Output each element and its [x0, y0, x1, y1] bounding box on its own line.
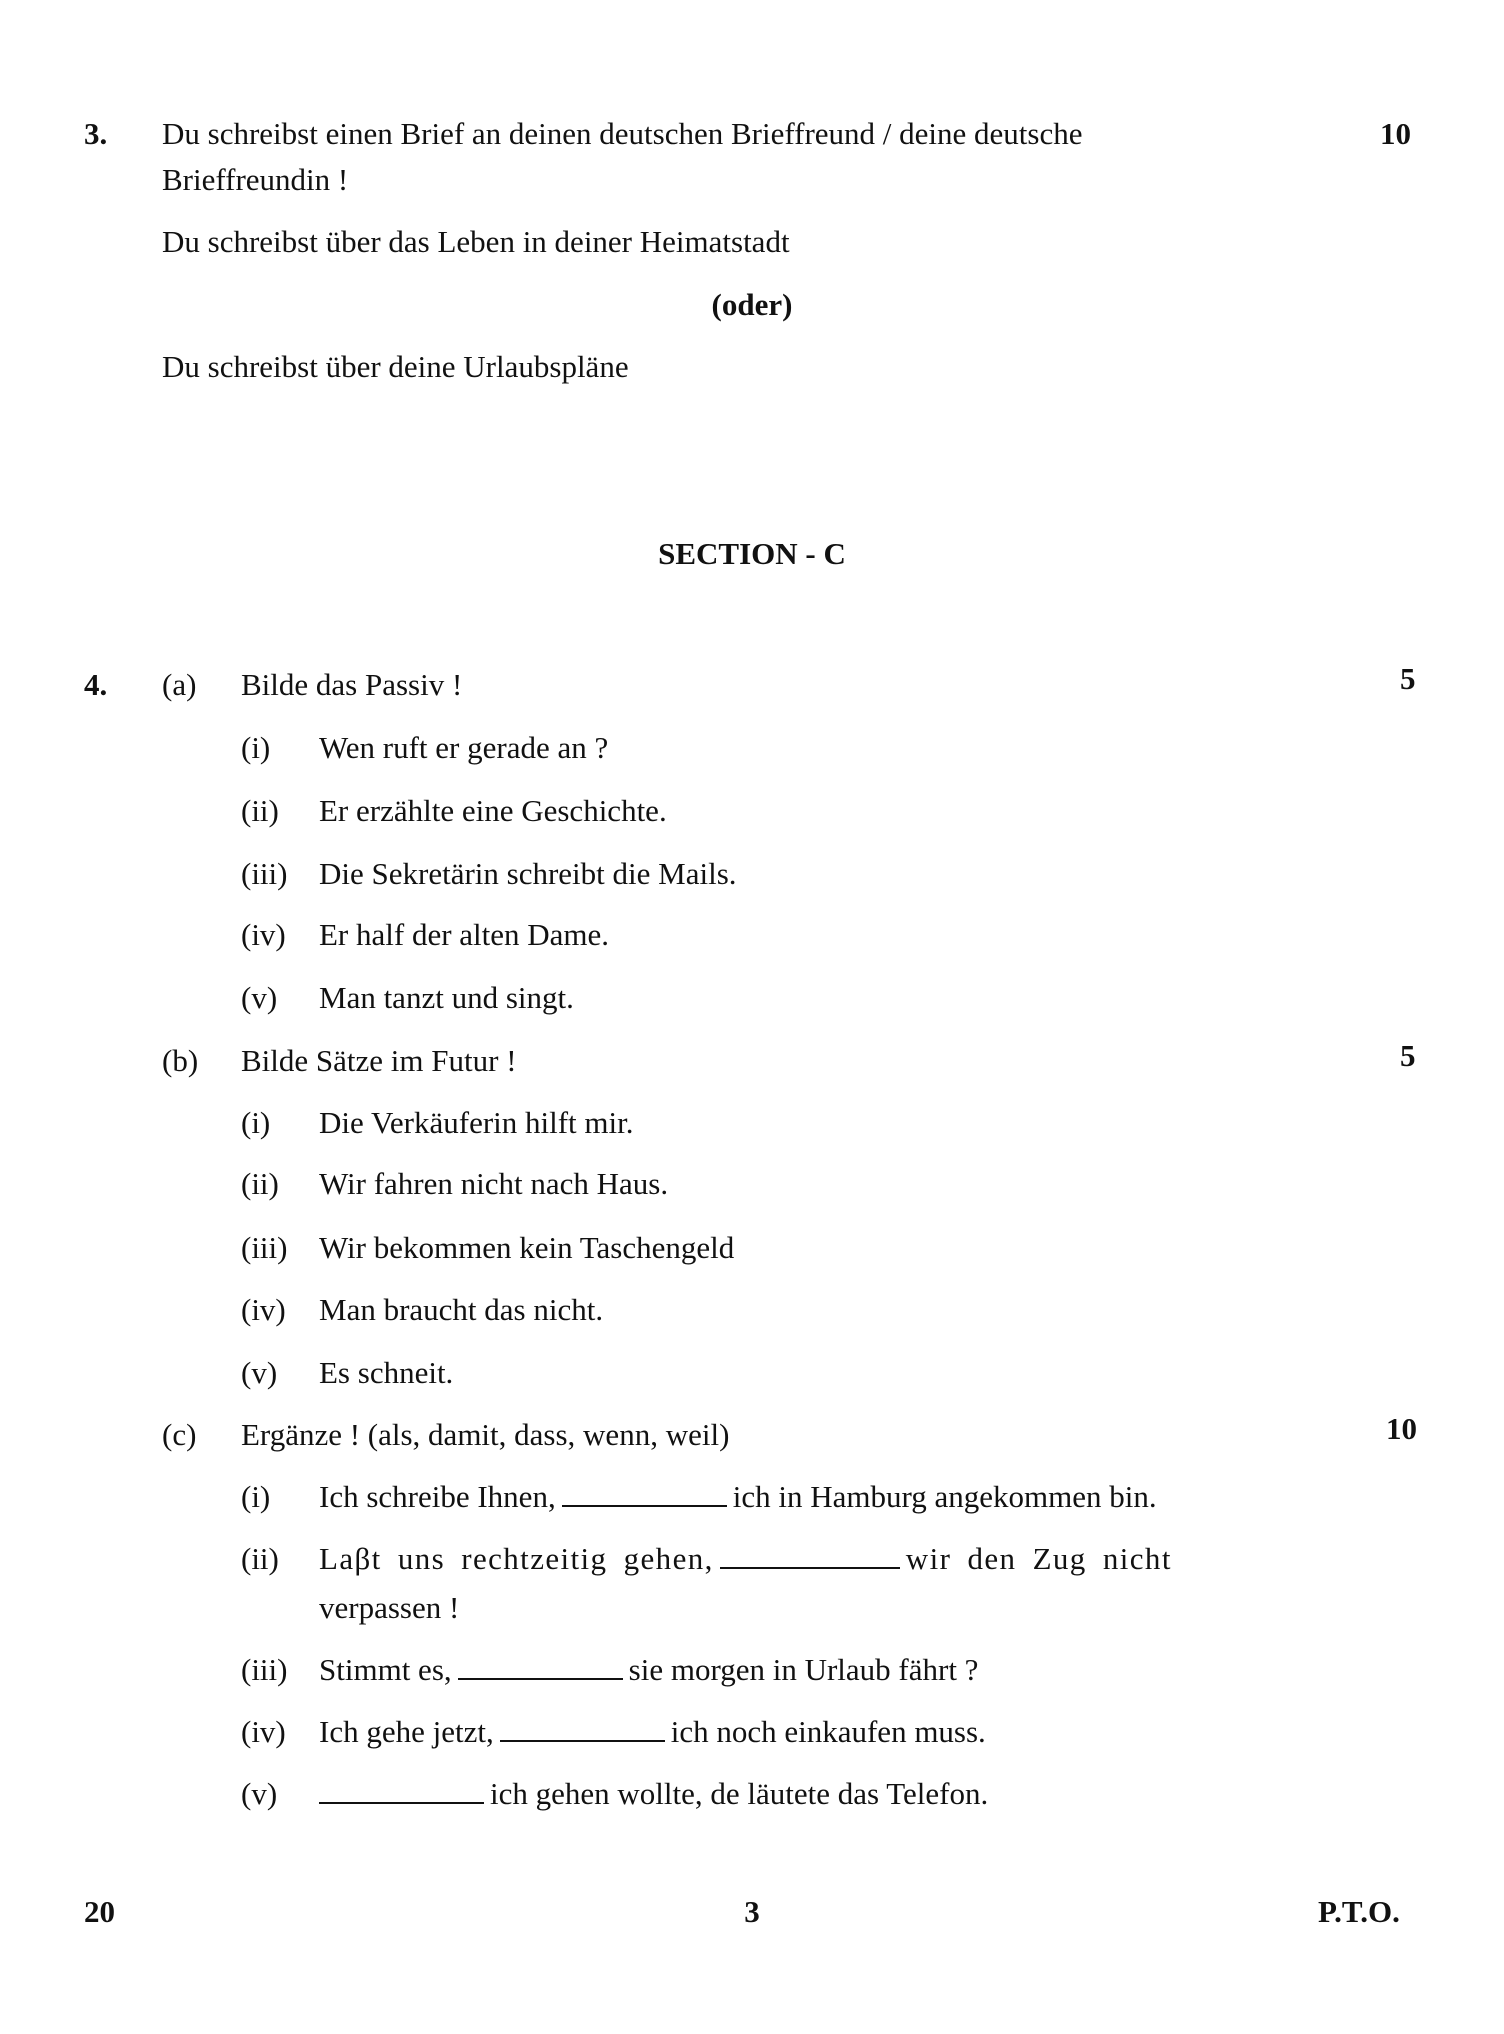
item-text: Man braucht das nicht. — [319, 1292, 604, 1327]
item-text-after: ich gehen wollte, de läutete das Telefon. — [490, 1776, 989, 1811]
fill-in-item — [319, 1716, 986, 1747]
item-text: Die Sekretärin schreibt die Mails. — [319, 856, 737, 891]
answer-blank[interactable] — [720, 1566, 900, 1569]
part-c-instruction: Ergänze ! (als, damit, dass, wenn, weil) — [241, 1417, 730, 1452]
item-continuation: verpassen ! — [319, 1590, 460, 1625]
item-text-after: wir den Zug nicht — [905, 1541, 1172, 1576]
item-num: (i) — [241, 1479, 271, 1514]
item-num: (v) — [241, 1355, 278, 1390]
item-num: (i) — [241, 730, 271, 765]
item-text-after: ich in Hamburg angekommen bin. — [732, 1479, 1157, 1514]
item-text: Die Verkäuferin hilft mir. — [319, 1105, 634, 1140]
answer-blank[interactable] — [458, 1677, 623, 1680]
question-number: 3. — [84, 116, 108, 151]
item-num: (iii) — [241, 1230, 288, 1265]
item-num: (i) — [241, 1105, 271, 1140]
option-2: Du schreibst über deine Urlaubspläne — [162, 349, 629, 384]
option-1: Du schreibst über das Leben in deiner Heimatstadt — [162, 224, 790, 259]
item-text: Es schneit. — [319, 1355, 454, 1390]
item-num: (iv) — [241, 917, 286, 952]
question-number: 4. — [84, 667, 108, 702]
fill-in-item — [319, 1543, 1172, 1574]
section-title: SECTION - C — [658, 536, 846, 571]
or-label: (oder) — [711, 287, 793, 322]
part-a-label: (a) — [162, 667, 197, 702]
item-num: (ii) — [241, 1541, 279, 1576]
item-num: (iii) — [241, 1652, 288, 1687]
please-turn-over: P.T.O. — [1318, 1894, 1400, 1929]
item-num: (iv) — [241, 1292, 286, 1327]
item-text: Er erzählte eine Geschichte. — [319, 793, 667, 828]
fill-in-item — [319, 1654, 978, 1685]
item-text: Wir fahren nicht nach Haus. — [319, 1166, 669, 1201]
marks: 10 — [1380, 116, 1411, 151]
item-num: (v) — [241, 1776, 278, 1811]
part-b-marks: 5 — [1400, 1038, 1416, 1073]
part-c-label: (c) — [162, 1417, 197, 1452]
item-text-after: sie morgen in Urlaub fährt ? — [628, 1652, 979, 1687]
answer-blank[interactable] — [319, 1801, 484, 1804]
page-number: 3 — [744, 1894, 760, 1929]
fill-in-item — [319, 1481, 1157, 1512]
fill-in-item — [319, 1778, 988, 1809]
item-num: (v) — [241, 980, 278, 1015]
answer-blank[interactable] — [500, 1739, 665, 1742]
question-text-line-1: Du schreibst einen Brief an deinen deutschen Brieffreund / deine deutsche — [162, 116, 1083, 151]
item-text: Man tanzt und singt. — [319, 980, 574, 1015]
item-text-before: Stimmt es, — [319, 1652, 452, 1687]
item-num: (ii) — [241, 793, 279, 828]
item-text-before: Laβt uns rechtzeitig gehen, — [319, 1541, 714, 1576]
item-num: (ii) — [241, 1166, 279, 1201]
item-text-before: Ich schreibe Ihnen, — [319, 1479, 556, 1514]
item-text: Wir bekommen kein Taschengeld — [319, 1230, 735, 1265]
item-num: (iv) — [241, 1714, 286, 1749]
question-text-line-2: Brieffreundin ! — [162, 162, 349, 197]
part-a-marks: 5 — [1400, 661, 1416, 696]
part-b-label: (b) — [162, 1043, 199, 1078]
answer-blank[interactable] — [562, 1504, 727, 1507]
paper-code: 20 — [84, 1894, 115, 1929]
item-text: Wen ruft er gerade an ? — [319, 730, 609, 765]
item-num: (iii) — [241, 856, 288, 891]
item-text-before: Ich gehe jetzt, — [319, 1714, 494, 1749]
item-text-after: ich noch einkaufen muss. — [670, 1714, 986, 1749]
item-text: Er half der alten Dame. — [319, 917, 610, 952]
part-c-marks: 10 — [1386, 1411, 1417, 1446]
part-b-instruction: Bilde Sätze im Futur ! — [241, 1043, 517, 1078]
part-a-instruction: Bilde das Passiv ! — [241, 667, 463, 702]
